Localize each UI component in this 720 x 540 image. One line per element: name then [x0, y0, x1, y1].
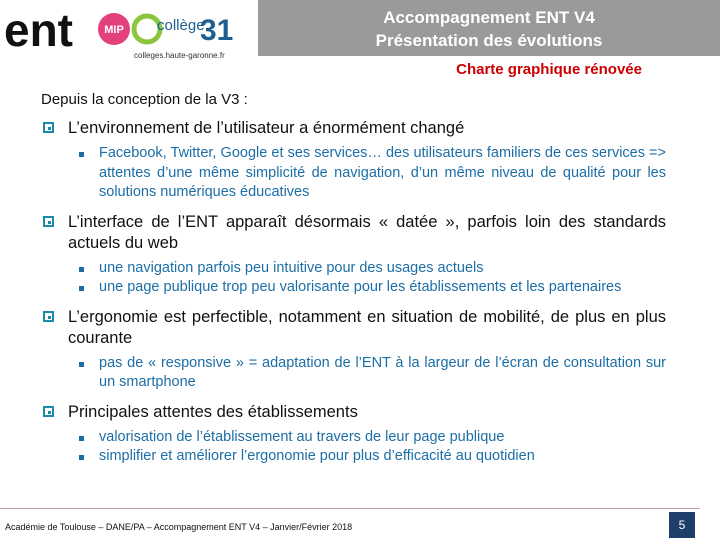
sub-item [99, 144, 666, 203]
section-title-text: L’interface de l’ENT apparaît désormais « datée », parfois loin des standards actuels du web [68, 212, 666, 252]
checkbox-bullet-icon [43, 311, 54, 322]
sub-list [42, 428, 666, 467]
intro-text: Depuis la conception de la V3 : [41, 91, 248, 108]
ent-logo-text: ent [4, 4, 73, 56]
header-title-line1: Accompagnement ENT V4 [383, 8, 595, 27]
header-subtitle: Charte graphique rénovée [456, 61, 642, 78]
logo-area [0, 0, 258, 62]
square-bullet-icon [79, 267, 84, 272]
square-bullet-icon [79, 436, 84, 441]
sub-item-text: Facebook, Twitter, Google et ses services… des utilisateurs familiers de ces services => attentes d’une même simplicité de navigation, d’un même niveau de qualité pour les solutions numériques éducatives [99, 145, 666, 200]
footer-divider [0, 508, 700, 509]
section-title-text: L’environnement de l’utilisateur a énormément changé [68, 119, 465, 137]
college-logo-url: colleges.haute-garonne.fr [134, 51, 225, 60]
ent-logo [4, 4, 73, 56]
sub-item-text: une page publique trop peu valorisante pour les établissements et les partenaires [99, 279, 622, 295]
sub-item [99, 447, 666, 467]
section-title [42, 307, 666, 349]
square-bullet-icon [79, 286, 84, 291]
sub-list [42, 259, 666, 298]
college-logo-number: 31 [200, 14, 234, 47]
section-title [42, 118, 666, 139]
section-title [42, 212, 666, 254]
sub-item [99, 259, 666, 279]
mip-logo [98, 13, 130, 45]
square-bullet-icon [79, 152, 84, 157]
section-2 [42, 212, 666, 298]
section-title [42, 402, 666, 423]
section-1 [42, 118, 666, 203]
square-bullet-icon [79, 455, 84, 460]
checkbox-bullet-icon [43, 122, 54, 133]
header-title-line2: Présentation des évolutions [375, 31, 603, 50]
college-logo-text: collège [157, 17, 205, 34]
checkbox-bullet-icon [43, 216, 54, 227]
sub-item-text: une navigation parfois peu intuitive pour des usages actuels [99, 259, 484, 276]
sub-item [99, 428, 666, 448]
section-3 [42, 307, 666, 393]
sub-item-text: pas de « responsive » = adaptation de l’ENT à la largeur de l’écran de consultation sur un smartphone [99, 354, 666, 390]
sub-list [42, 144, 666, 203]
sub-item-text: simplifier et améliorer l’ergonomie pour plus d’efficacité au quotidien [99, 448, 535, 464]
section-4 [42, 402, 666, 467]
content-list [42, 118, 666, 476]
section-title-text: Principales attentes des établissements [68, 402, 358, 421]
sub-item [99, 354, 666, 393]
mip-logo-text: MIP [104, 24, 124, 36]
sub-item-text: valorisation de l’établissement au travers de leur page publique [99, 428, 505, 445]
section-title-text: L’ergonomie est perfectible, notamment en situation de mobilité, de plus en plus courante [68, 307, 666, 347]
sub-item [99, 278, 666, 298]
college-logo [134, 14, 233, 60]
logos-svg [0, 0, 258, 62]
square-bullet-icon [79, 362, 84, 367]
sub-list [42, 354, 666, 393]
page-number: 5 [669, 512, 695, 538]
checkbox-bullet-icon [43, 406, 54, 417]
header-title-box [258, 0, 720, 56]
footer-text: Académie de Toulouse – DANE/PA – Accompagnement ENT V4 – Janvier/Février 2018 [5, 522, 353, 532]
